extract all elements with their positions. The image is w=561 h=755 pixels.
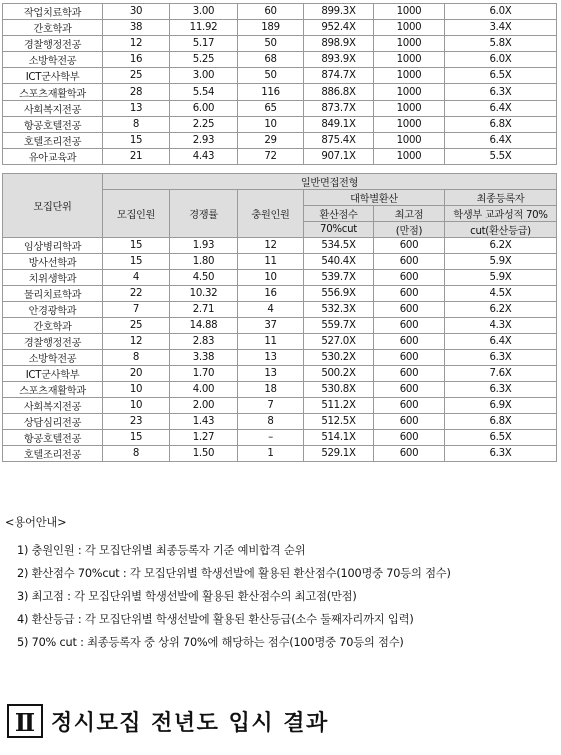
unit-cell: 간호학과 [3,318,103,334]
glossary-title: <용어안내> [5,516,67,529]
max-cell: 600 [374,318,445,334]
recruit-cell: 15 [103,132,170,148]
unit-cell: 임상병리학과 [3,238,103,254]
glossary-item: 1) 충원인원 : 각 모집단위별 최종등록자 기준 예비합격 순위 [17,544,306,557]
unit-cell: 스포츠재활학과 [3,382,103,398]
score-cell: 532.3X [304,302,374,318]
unit-cell: 경찰행정전공 [3,334,103,350]
competition-cell: 2.25 [170,116,238,132]
header-filled: 충원인원 [238,190,304,238]
score-cell: 907.1X [304,148,374,164]
recruit-cell: 15 [103,430,170,446]
recruit-cell: 23 [103,414,170,430]
glossary-list [5,539,557,654]
recruit-cell: 8 [103,446,170,462]
grade-cell: 6.4X [445,100,557,116]
table-row [3,286,557,302]
table-row [3,132,557,148]
table-row [3,84,557,100]
score-cell: 899.3X [304,4,374,20]
filled-cell: – [238,430,304,446]
grade-cell: 4.5X [445,286,557,302]
general-interview-table-body [3,238,557,462]
unit-cell: 스포츠재활학과 [3,84,103,100]
max-cell: 1000 [374,4,445,20]
filled-cell: 13 [238,350,304,366]
table-row [3,238,557,254]
table-row [3,100,557,116]
competition-cell: 4.43 [170,148,238,164]
grade-cell: 6.3X [445,84,557,100]
header-score: 환산점수 [304,206,374,222]
grade-cell: 6.3X [445,446,557,462]
recruit-cell: 38 [103,20,170,36]
unit-cell: 항공호텔전공 [3,116,103,132]
max-cell: 1000 [374,84,445,100]
recruit-cell: 10 [103,382,170,398]
filled-cell: 7 [238,398,304,414]
glossary-item: 5) 70% cut : 최종등록자 중 상위 70%에 해당하는 점수(100명중 70등의 점수) [17,636,404,649]
competition-cell: 14.88 [170,318,238,334]
glossary [5,514,557,654]
unit-cell: 소방학전공 [3,52,103,68]
glossary-item: 2) 환산점수 70%cut : 각 모집단위별 학생선발에 활용된 환산점수(100명중 70등의 점수) [17,567,451,580]
grade-cell: 6.2X [445,238,557,254]
recruit-cell: 12 [103,334,170,350]
max-cell: 1000 [374,20,445,36]
competition-cell: 3.00 [170,68,238,84]
unit-cell: 호텔조리전공 [3,446,103,462]
filled-cell: 18 [238,382,304,398]
score-cell: 539.7X [304,270,374,286]
competition-cell: 5.25 [170,52,238,68]
grade-cell: 6.2X [445,302,557,318]
recruit-cell: 16 [103,52,170,68]
recruit-cell: 15 [103,238,170,254]
grade-cell: 4.3X [445,318,557,334]
competition-cell: 3.00 [170,4,238,20]
section-number: Ⅱ [7,704,43,738]
table-row [3,148,557,164]
competition-cell: 5.54 [170,84,238,100]
section-heading [7,702,329,740]
filled-cell: 116 [238,84,304,100]
unit-cell: 방사선학과 [3,254,103,270]
recruit-cell: 30 [103,4,170,20]
competition-cell: 6.00 [170,100,238,116]
header-conversion-group: 대학별환산 [304,190,445,206]
recruit-cell: 8 [103,350,170,366]
max-cell: 1000 [374,116,445,132]
general-interview-table-header [3,174,557,238]
header-max: 최고점 [374,206,445,222]
competition-cell: 1.27 [170,430,238,446]
filled-cell: 1 [238,446,304,462]
grade-cell: 5.9X [445,254,557,270]
filled-cell: 29 [238,132,304,148]
grade-cell: 7.6X [445,366,557,382]
max-cell: 600 [374,302,445,318]
filled-cell: 60 [238,4,304,20]
max-cell: 600 [374,238,445,254]
filled-cell: 11 [238,254,304,270]
recruit-cell: 15 [103,254,170,270]
glossary-item: 3) 최고점 : 각 모집단위별 학생선발에 활용된 환산점수의 최고점(만점) [17,590,357,603]
results-table-top [2,3,557,165]
header-grade-cut: cut(환산등급) [445,222,557,238]
table-row [3,398,557,414]
score-cell: 886.8X [304,84,374,100]
filled-cell: 189 [238,20,304,36]
header-final-group: 최종등록자 [445,190,557,206]
recruit-cell: 20 [103,366,170,382]
unit-cell: 호텔조리전공 [3,132,103,148]
table-row [3,302,557,318]
filled-cell: 72 [238,148,304,164]
table-row [3,446,557,462]
table-row [3,414,557,430]
recruit-cell: 10 [103,398,170,414]
unit-cell: 소방학전공 [3,350,103,366]
recruit-cell: 25 [103,318,170,334]
unit-cell: ICT군사학부 [3,366,103,382]
table-row [3,350,557,366]
recruit-cell: 12 [103,36,170,52]
competition-cell: 4.00 [170,382,238,398]
filled-cell: 16 [238,286,304,302]
grade-cell: 6.0X [445,4,557,20]
max-cell: 600 [374,366,445,382]
table-row [3,68,557,84]
grade-cell: 6.3X [445,350,557,366]
competition-cell: 11.92 [170,20,238,36]
grade-cell: 5.8X [445,36,557,52]
score-cell: 893.9X [304,52,374,68]
max-cell: 600 [374,430,445,446]
score-cell: 529.1X [304,446,374,462]
max-cell: 600 [374,270,445,286]
table-row [3,4,557,20]
max-cell: 600 [374,414,445,430]
header-score-cut: 70%cut [304,222,374,238]
score-cell: 500.2X [304,366,374,382]
filled-cell: 8 [238,414,304,430]
grade-cell: 6.4X [445,132,557,148]
table-row [3,254,557,270]
competition-cell: 2.71 [170,302,238,318]
filled-cell: 4 [238,302,304,318]
max-cell: 600 [374,286,445,302]
header-grade: 학생부 교과성적 70% [445,206,557,222]
table-row [3,382,557,398]
unit-cell: 사회복지전공 [3,100,103,116]
filled-cell: 65 [238,100,304,116]
max-cell: 600 [374,350,445,366]
competition-cell: 10.32 [170,286,238,302]
unit-cell: 간호학과 [3,20,103,36]
max-cell: 1000 [374,36,445,52]
max-cell: 1000 [374,148,445,164]
table-row [3,52,557,68]
recruit-cell: 4 [103,270,170,286]
header-recruit: 모집인원 [103,190,170,238]
table-row [3,334,557,350]
unit-cell: 작업치료학과 [3,4,103,20]
table-row [3,36,557,52]
score-cell: 874.7X [304,68,374,84]
table-row [3,366,557,382]
recruit-cell: 8 [103,116,170,132]
unit-cell: 경찰행정전공 [3,36,103,52]
score-cell: 530.8X [304,382,374,398]
competition-cell: 1.70 [170,366,238,382]
unit-cell: 치위생학과 [3,270,103,286]
section-title: 정시모집 전년도 입시 결과 [51,710,329,736]
filled-cell: 37 [238,318,304,334]
filled-cell: 50 [238,36,304,52]
grade-cell: 6.8X [445,414,557,430]
score-cell: 559.7X [304,318,374,334]
competition-cell: 1.93 [170,238,238,254]
unit-cell: 유아교육과 [3,148,103,164]
grade-cell: 6.5X [445,430,557,446]
recruit-cell: 25 [103,68,170,84]
score-cell: 527.0X [304,334,374,350]
grade-cell: 6.8X [445,116,557,132]
grade-cell: 6.5X [445,68,557,84]
competition-cell: 1.50 [170,446,238,462]
score-cell: 898.9X [304,36,374,52]
table-row [3,116,557,132]
filled-cell: 10 [238,270,304,286]
header-competition: 경쟁률 [170,190,238,238]
unit-cell: 사회복지전공 [3,398,103,414]
competition-cell: 2.00 [170,398,238,414]
recruit-cell: 22 [103,286,170,302]
filled-cell: 13 [238,366,304,382]
score-cell: 952.4X [304,20,374,36]
competition-cell: 2.93 [170,132,238,148]
glossary-item: 4) 환산등급 : 각 모집단위별 학생선발에 활용된 환산등급(소수 둘째자리까지 입력) [17,613,414,626]
filled-cell: 50 [238,68,304,84]
score-cell: 875.4X [304,132,374,148]
max-cell: 1000 [374,100,445,116]
filled-cell: 12 [238,238,304,254]
recruit-cell: 7 [103,302,170,318]
score-cell: 534.5X [304,238,374,254]
table-row [3,20,557,36]
competition-cell: 3.38 [170,350,238,366]
score-cell: 873.7X [304,100,374,116]
unit-cell: 항공호텔전공 [3,430,103,446]
grade-cell: 5.9X [445,270,557,286]
unit-cell: 안경광학과 [3,302,103,318]
filled-cell: 10 [238,116,304,132]
max-cell: 1000 [374,68,445,84]
header-max-note: (만점) [374,222,445,238]
table-row [3,430,557,446]
max-cell: 600 [374,398,445,414]
max-cell: 600 [374,382,445,398]
unit-cell: ICT군사학부 [3,68,103,84]
header-unit: 모집단위 [3,174,103,238]
grade-cell: 3.4X [445,20,557,36]
filled-cell: 11 [238,334,304,350]
max-cell: 1000 [374,52,445,68]
recruit-cell: 21 [103,148,170,164]
general-interview-table [2,173,557,462]
results-table-top-body [3,4,557,165]
competition-cell: 4.50 [170,270,238,286]
max-cell: 600 [374,334,445,350]
unit-cell: 상담심리전공 [3,414,103,430]
grade-cell: 6.9X [445,398,557,414]
competition-cell: 1.43 [170,414,238,430]
competition-cell: 1.80 [170,254,238,270]
score-cell: 849.1X [304,116,374,132]
score-cell: 530.2X [304,350,374,366]
header-group: 일반면접전형 [103,174,557,190]
grade-cell: 6.0X [445,52,557,68]
score-cell: 556.9X [304,286,374,302]
score-cell: 512.5X [304,414,374,430]
max-cell: 600 [374,446,445,462]
recruit-cell: 28 [103,84,170,100]
table-row [3,270,557,286]
filled-cell: 68 [238,52,304,68]
score-cell: 511.2X [304,398,374,414]
grade-cell: 6.4X [445,334,557,350]
score-cell: 540.4X [304,254,374,270]
grade-cell: 5.5X [445,148,557,164]
max-cell: 600 [374,254,445,270]
unit-cell: 물리치료학과 [3,286,103,302]
max-cell: 1000 [374,132,445,148]
table-row [3,318,557,334]
score-cell: 514.1X [304,430,374,446]
competition-cell: 2.83 [170,334,238,350]
competition-cell: 5.17 [170,36,238,52]
recruit-cell: 13 [103,100,170,116]
grade-cell: 6.3X [445,382,557,398]
